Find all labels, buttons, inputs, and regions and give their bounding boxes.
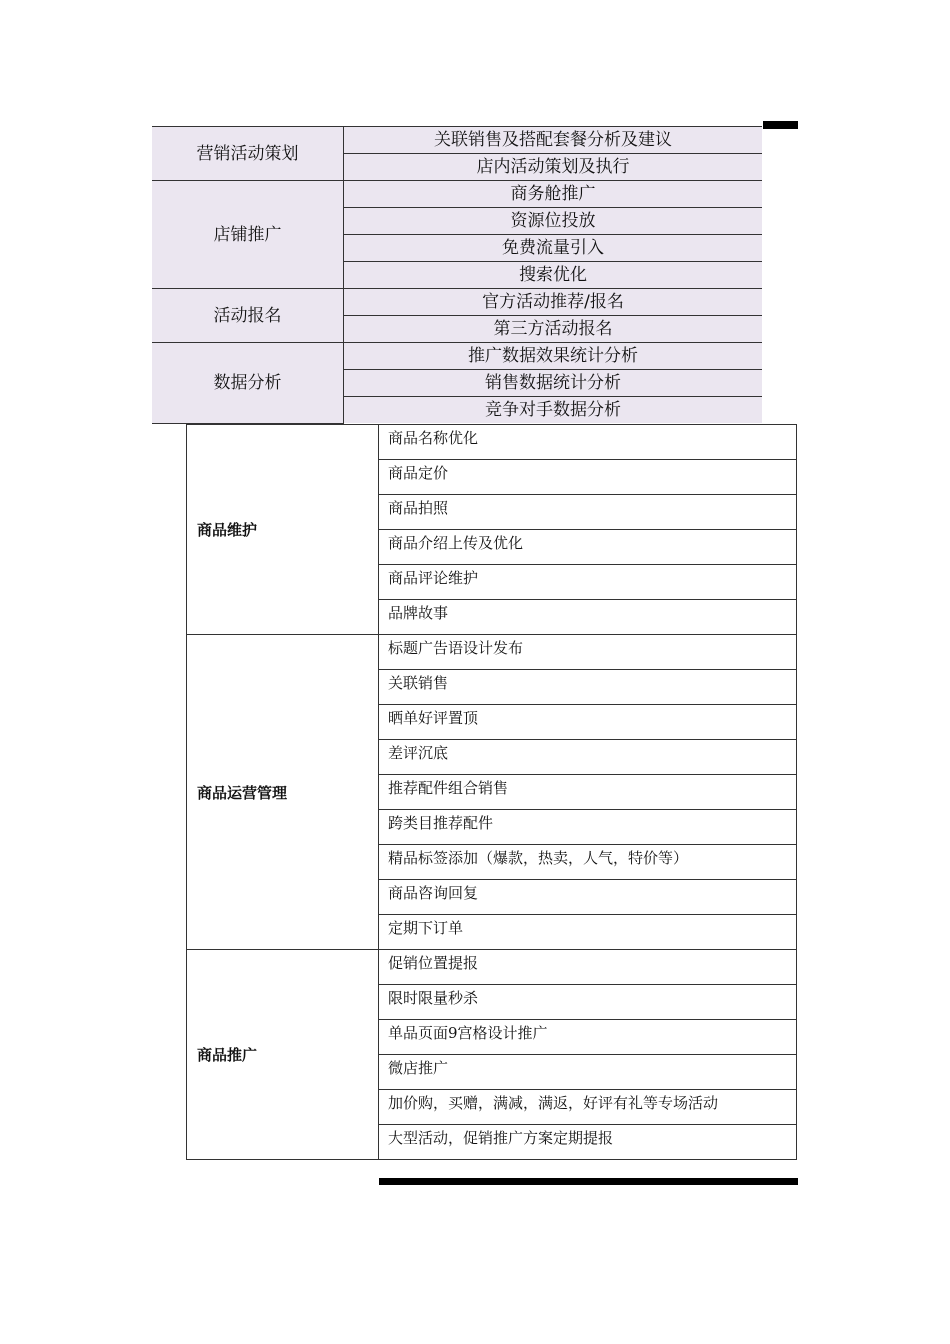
item-cell: 跨类目推荐配件 bbox=[379, 810, 797, 845]
table-row bbox=[152, 289, 762, 316]
item-cell: 商品拍照 bbox=[379, 495, 797, 530]
item-cell: 定期下订单 bbox=[379, 915, 797, 950]
item-cell: 搜索优化 bbox=[344, 262, 763, 289]
category-cell: 商品维护 bbox=[187, 425, 379, 635]
item-cell: 商品名称优化 bbox=[379, 425, 797, 460]
item-cell: 商品介绍上传及优化 bbox=[379, 530, 797, 565]
item-cell: 大型活动，促销推广方案定期提报 bbox=[379, 1125, 797, 1160]
item-cell: 官方活动推荐/报名 bbox=[344, 289, 763, 316]
item-cell: 关联销售及搭配套餐分析及建议 bbox=[344, 127, 763, 154]
marketing-activities-table bbox=[152, 126, 762, 424]
item-cell: 商品定价 bbox=[379, 460, 797, 495]
item-cell: 加价购，买赠，满减，满返，好评有礼等专场活动 bbox=[379, 1090, 797, 1125]
item-cell: 商务舱推广 bbox=[344, 181, 763, 208]
item-cell: 品牌故事 bbox=[379, 600, 797, 635]
category-cell: 店铺推广 bbox=[152, 181, 344, 289]
item-cell: 单品页面9宫格设计推广 bbox=[379, 1020, 797, 1055]
category-cell: 营销活动策划 bbox=[152, 127, 344, 181]
category-cell: 活动报名 bbox=[152, 289, 344, 343]
item-cell: 精品标签添加（爆款，热卖，人气，特价等） bbox=[379, 845, 797, 880]
decorative-black-bar bbox=[379, 1178, 798, 1185]
decorative-black-bar bbox=[763, 121, 798, 129]
item-cell: 促销位置提报 bbox=[379, 950, 797, 985]
category-cell: 商品推广 bbox=[187, 950, 379, 1160]
table-row bbox=[152, 181, 762, 208]
category-cell: 商品运营管理 bbox=[187, 635, 379, 950]
table-row bbox=[152, 127, 762, 154]
item-cell: 商品咨询回复 bbox=[379, 880, 797, 915]
item-cell: 晒单好评置顶 bbox=[379, 705, 797, 740]
item-cell: 竞争对手数据分析 bbox=[344, 397, 763, 424]
item-cell: 差评沉底 bbox=[379, 740, 797, 775]
item-cell: 资源位投放 bbox=[344, 208, 763, 235]
table-row bbox=[187, 635, 797, 670]
table-row bbox=[152, 343, 762, 370]
item-cell: 推荐配件组合销售 bbox=[379, 775, 797, 810]
item-cell: 标题广告语设计发布 bbox=[379, 635, 797, 670]
item-cell: 推广数据效果统计分析 bbox=[344, 343, 763, 370]
item-cell: 微店推广 bbox=[379, 1055, 797, 1090]
item-cell: 关联销售 bbox=[379, 670, 797, 705]
table-row bbox=[187, 950, 797, 985]
table-row bbox=[187, 425, 797, 460]
item-cell: 免费流量引入 bbox=[344, 235, 763, 262]
item-cell: 店内活动策划及执行 bbox=[344, 154, 763, 181]
item-cell: 销售数据统计分析 bbox=[344, 370, 763, 397]
item-cell: 第三方活动报名 bbox=[344, 316, 763, 343]
item-cell: 商品评论维护 bbox=[379, 565, 797, 600]
category-cell: 数据分析 bbox=[152, 343, 344, 424]
product-operations-table bbox=[186, 424, 797, 1160]
item-cell: 限时限量秒杀 bbox=[379, 985, 797, 1020]
